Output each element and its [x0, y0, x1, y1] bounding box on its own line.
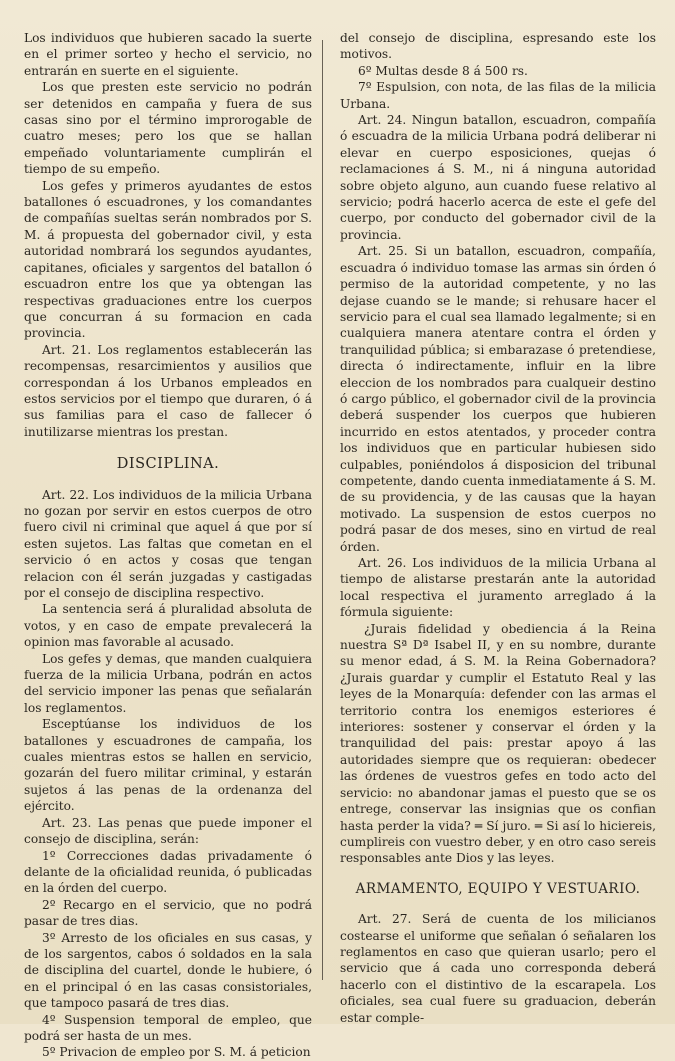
penalty-item: 2º Recargo en el servicio, que no podrá pasar de tres dias.: [24, 897, 312, 929]
paragraph: Los gefes y primeros ayudantes de estos batallones ó escuadrones, y los comandantes de compañías sueltas serán nombrados por S. M. á propuesta del gobernador civil, y esta autoridad nombrará los segundos ayudantes, capitanes, oficiales y sargentos del batallon ó escuadron entre los que ya obtengan las respectivas graduaciones entre los cuerpos que concurran á su formacion en cada provincia.: [24, 178, 312, 341]
article-24: Art. 24. Ningun batallon, escuadron, compañía ó escuadra de la milicia Urbana podrá deliberar ni elevar en cuerpo esposiciones, quejas ó reclamaciones á S. M., ni á ninguna autoridad sobre objeto alguno, aun cuando fuese relativo al servicio; podrá hacerlo acerca de este el gefe del cuerpo, por conducto del gobernador civil de la provincia.: [340, 113, 656, 242]
penalty-item: 7º Espulsion, con nota, de las filas de la milicia Urbana.: [340, 80, 656, 111]
article-21: Art. 21. Los reglamentos establecerán las recompensas, resarcimientos y ausilios que correspondan á los Urbanos empleados en estos servicios por el tiempo que duraren, ó á sus familias para el caso de fallecer ó inutilizarse mientras los prestan.: [24, 342, 312, 439]
penalty-item: 1º Correcciones dadas privadamente ó delante de la oficialidad reunida, ó publicadas en la órden del cuerpo.: [24, 848, 312, 896]
left-column: [24, 30, 312, 1061]
article-27: Art. 27. Será de cuenta de los milicianos costearse el uniforme que señalan ó señalaren los reglamentos en caso que quieran usarlo; pero el servicio que á cada uno corresponda deberá hacerlo con el distintivo de la escarapela. Los oficiales, sea cual fuere su graduacion, deberán estar comple-: [340, 912, 656, 1025]
oath-formula: ¿Jurais fidelidad y obediencia á la Reina nuestra Sª Dª Isabel II, y en su nombre, durante su menor edad, á S. M. la Reina Gobernadora? ¿Jurais guardar y cumplir el Estatuto Real y las leyes de la Monarquía: defender con las armas el territorio contra los enemigos esteriores é interiores: sostener y conservar el órden y la tranquilidad del pais: prestar apoyo á las autoridades siempre que os requieran: obedecer las órdenes de vuestros gefes en todo acto del servicio: no abandonar jamas el puesto que se os entrege, conservar las insignias que os confian hasta perder la vida? ═ Sí juro. ═ Si así lo hiciereis, cumplireis con vuestro deber, y en otro caso sereis responsables ante Dios y las leyes.: [340, 621, 656, 866]
section-heading-armamento: ARMAMENTO, EQUIPO Y VESTUARIO.: [355, 880, 641, 897]
paragraph: Esceptúanse los individuos de los batallones y escuadrones de campaña, los cuales mientras estos se hallen en servicio, gozarán del fuero militar criminal, y estarán sujetos á las penas de la ordenanza del ejército.: [24, 717, 312, 814]
paragraph: Los gefes y demas, que manden cualquiera fuerza de la milicia Urbana, podrán en actos del servicio imponer las penas que señalarán los reglamentos.: [24, 651, 312, 715]
article-26: Art. 26. Los individuos de la milicia Urbana al tiempo de alistarse prestarán ante la autoridad local respectiva el juramento arreglado á la fórmula siguiente:: [340, 556, 656, 620]
penalty-item: 3º Arresto de los oficiales en sus casas, y de los sargentos, cabos ó soldados en la sala de disciplina del cuartel, donde le hubiere, ó en el principal ó en las casas consistoriales, que tampoco pasará de tres dias.: [24, 930, 312, 1011]
section-heading-disciplina: DISCIPLINA.: [116, 456, 220, 473]
column-divider: [322, 40, 323, 980]
paragraph: Los que presten este servicio no podrán ser detenidos en campaña y fuera de sus casas sino por el término improrogable de cuatro meses; pero los que se hallan empeñado voluntariamente cumplirán el tiempo de su empeño.: [24, 80, 312, 177]
paragraph: La sentencia será á pluralidad absoluta de votos, y en caso de empate prevalecerá la opinion mas favorable al acusado.: [24, 602, 312, 650]
article-23: Art. 23. Las penas que puede imponer el consejo de disciplina, serán:: [24, 815, 312, 847]
paragraph: del consejo de disciplina, espresando este los motivos.: [340, 31, 656, 62]
penalty-item: 4º Suspension temporal de empleo, que podrá ser hasta de un mes.: [24, 1012, 312, 1043]
article-22: Art. 22. Los individuos de la milicia Urbana no gozan por servir en estos cuerpos de otro fuero civil ni criminal que aquel á que por sí esten sujetos. Las faltas que cometan en el servicio ó en actos y cosas que tengan relacion con él serán juzgadas y castigadas por el consejo de disciplina respectivo.: [24, 487, 312, 600]
right-column: [340, 30, 656, 1026]
paragraph: Los individuos que hubieren sacado la suerte en el primer sorteo y hecho el servicio, no entrarán en suerte en el siguiente.: [24, 31, 312, 78]
penalty-item: 6º Multas desde 8 á 500 rs.: [358, 63, 528, 78]
penalty-item: 5º Privacion de empleo por S. M. á peticion: [42, 1045, 311, 1060]
article-25: Art. 25. Si un batallon, escuadron, compañía, escuadra ó individuo tomase las armas sin órden ó permiso de la autoridad competente, y no las dejase cuando se le mande; si rehusare hacer el servicio para el cual sea llamado legalmente; si en cualquiera manera atentare contra el órden y tranquilidad pública; si embarazase ó pretendiese, directa ó indirectamente, influir en la libre eleccion de los nombrados para cualqueir destino ó cargo público, el gobernador civil de la provincia deberá suspender los cuerpos que hubieren incurrido en estos atentados, y proceder contra los individuos que en particular hubiesen sido culpables, poniéndolos á disposicion del tribunal competente, dando cuenta inmediatamente á S. M. de su providencia, y de las causas que la hayan motivado. La suspension de estos cuerpos no podrá pasar de dos meses, sino en virtud de real órden.: [340, 244, 656, 554]
